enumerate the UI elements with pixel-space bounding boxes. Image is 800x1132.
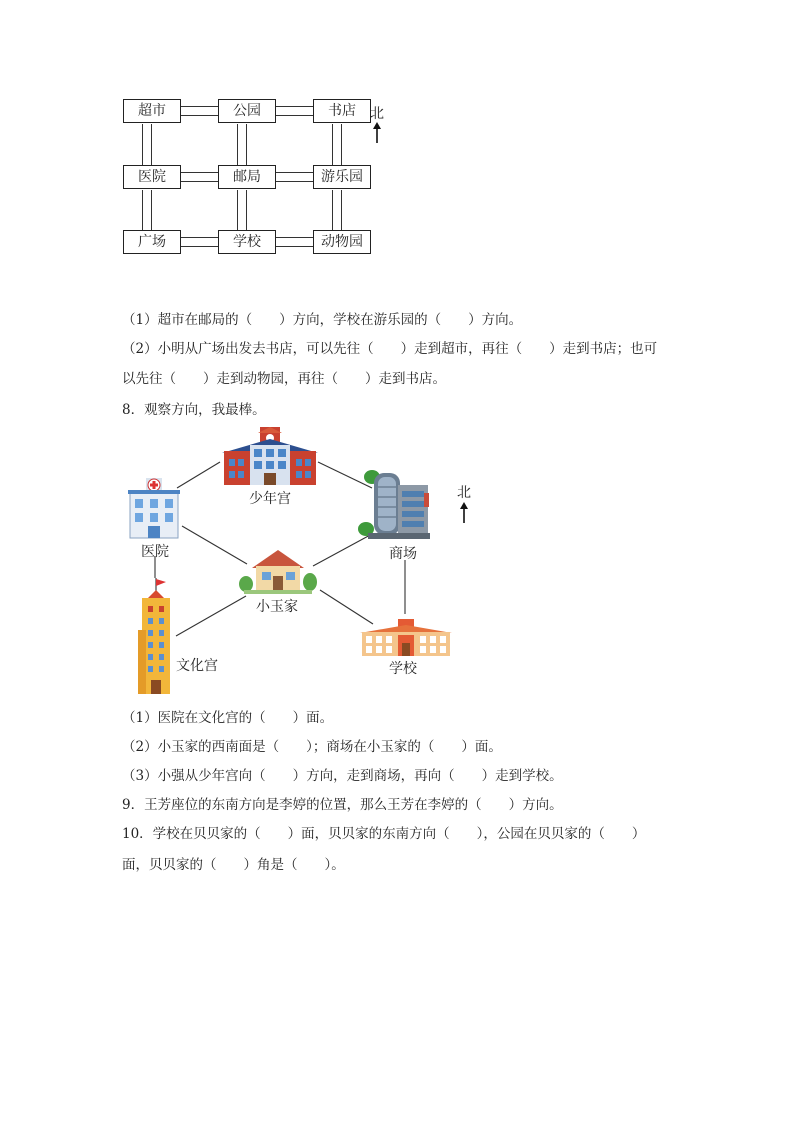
hospital-building-icon — [126, 478, 182, 540]
q8-title: 8．观察方向，我最棒。 — [122, 402, 266, 418]
q7-sub1: （1）超市在邮局的（ ）方向，学校在游乐园的（ ）方向。 — [122, 312, 523, 328]
map-cell-zoo: 动物园 — [313, 230, 371, 254]
road — [237, 124, 247, 166]
q7-sub2-line1: （2）小明从广场出发去书店，可以先往（ ）走到超市，再往（ ）走到书店；也可 — [122, 341, 658, 357]
culture-palace-label: 文化宫 — [176, 658, 218, 674]
q7-sub2-line2: 以先往（ ）走到动物园，再往（ ）走到书店。 — [122, 371, 446, 387]
home-label: 小玉家 — [256, 599, 298, 615]
youth-palace-building-icon — [220, 427, 320, 487]
grid-map — [0, 0, 800, 270]
mall-building-icon — [358, 463, 432, 543]
q8-sub2: （2）小玉家的西南面是（ ）；商场在小玉家的（ ）面。 — [122, 739, 502, 755]
road — [142, 124, 152, 166]
map-cell-post-office: 邮局 — [218, 165, 276, 189]
map-cell-amusement-park: 游乐园 — [313, 165, 371, 189]
q8-sub1: （1）医院在文化宫的（ ）面。 — [122, 710, 334, 726]
map-cell-park: 公园 — [218, 99, 276, 123]
q10-line2: 面，贝贝家的（ ）角是（ ）。 — [122, 857, 345, 873]
mall-label: 商场 — [389, 546, 417, 562]
north-arrow-icon — [371, 122, 383, 144]
road — [180, 237, 220, 247]
school-label: 学校 — [389, 661, 417, 677]
map-cell-supermarket: 超市 — [123, 99, 181, 123]
q9-text: 9．王芳座位的东南方向是李婷的位置，那么王芳在李婷的（ ）方向。 — [122, 797, 563, 813]
home-house-icon — [238, 548, 318, 596]
q8-sub3: （3）小强从少年宫向（ ）方向，走到商场，再向（ ）走到学校。 — [122, 768, 563, 784]
road — [180, 172, 220, 182]
road — [332, 124, 342, 166]
north-label: 北 — [457, 485, 471, 501]
hospital-label: 医院 — [141, 544, 169, 560]
map-cell-hospital: 医院 — [123, 165, 181, 189]
culture-palace-building-icon — [136, 578, 176, 694]
map-cell-school: 学校 — [218, 230, 276, 254]
road — [142, 190, 152, 231]
road — [237, 190, 247, 231]
road — [332, 190, 342, 231]
q10-line1: 10．学校在贝贝家的（ ）面，贝贝家的东南方向（ ），公园在贝贝家的（ ） — [122, 826, 646, 842]
north-arrow-icon — [458, 502, 470, 524]
direction-picture-map — [0, 420, 800, 700]
youth-palace-label: 少年宫 — [249, 491, 291, 507]
map-cell-square: 广场 — [123, 230, 181, 254]
north-label: 北 — [370, 106, 384, 122]
road — [180, 106, 220, 116]
school-building-icon — [358, 619, 454, 657]
map-cell-bookstore: 书店 — [313, 99, 371, 123]
